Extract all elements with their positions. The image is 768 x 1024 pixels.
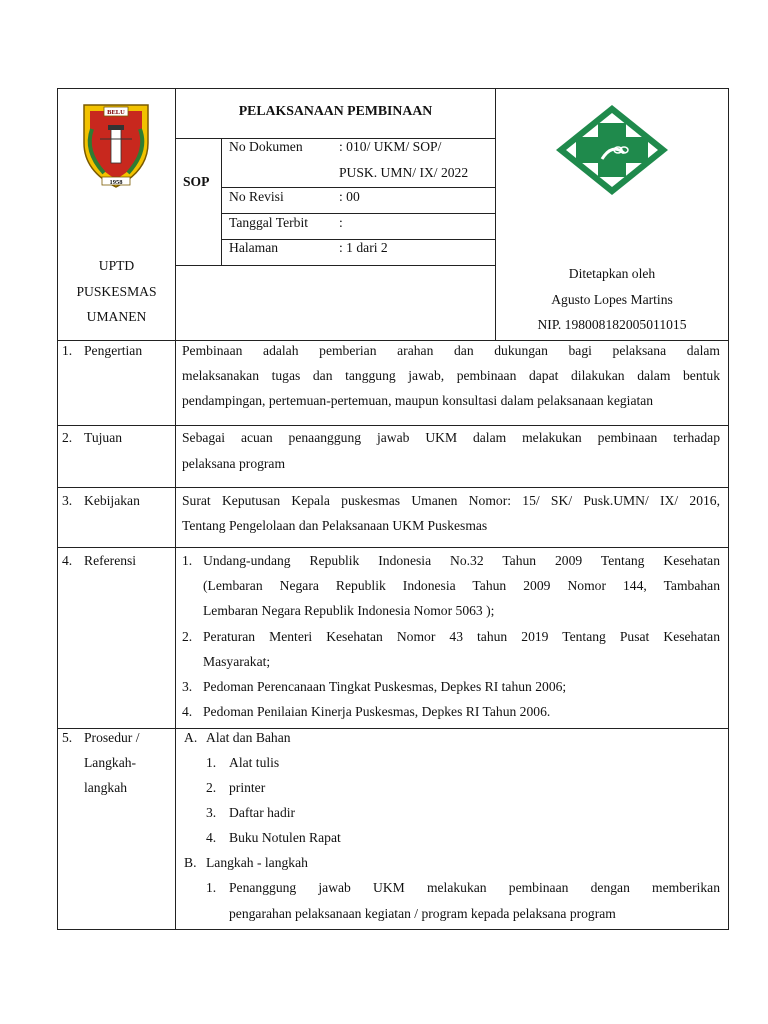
alat-item-2-number: 2. <box>206 780 217 795</box>
field-value-no-dokumen-line2: PUSK. UMN/ IX/ 2022 <box>339 165 469 180</box>
section-label-tujuan: Tujuan <box>84 430 123 445</box>
field-divider-1 <box>221 187 495 188</box>
referensi-item-4-number: 4. <box>182 704 193 719</box>
title-divider <box>175 138 495 139</box>
belu-emblem-logo <box>70 99 162 191</box>
table-border-bottom <box>57 929 729 930</box>
alat-item-1-text: Alat tulis <box>229 755 280 770</box>
tujuan-line-2: pelaksana program <box>182 456 286 471</box>
section-label-prosedur-line-2: Langkah- <box>84 755 137 770</box>
alat-item-4-number: 4. <box>206 830 217 845</box>
approval-name: Agusto Lopes Martins <box>551 292 673 307</box>
langkah-item-1-number: 1. <box>206 880 217 895</box>
table-border-right <box>728 88 729 930</box>
prosedur-a-title: Alat dan Bahan <box>206 730 291 745</box>
section-label-pengertian: Pengertian <box>84 343 143 358</box>
approval-nip: NIP. 198008182005011015 <box>537 317 687 332</box>
section-number-4: 4. <box>62 553 73 568</box>
referensi-item-3-line-1: Pedoman Perencanaan Tingkat Puskesmas, Depkes RI tahun 2006; <box>203 679 567 694</box>
field-value-no-revisi: : 00 <box>339 189 360 204</box>
table-border-left <box>57 88 58 930</box>
sop-label-divider <box>221 138 222 265</box>
referensi-item-1-line-2: (Lembaran Negara Republik Indonesia Tahun 2009 Nomor 144, Tambahan <box>203 578 720 593</box>
field-divider-2 <box>221 213 495 214</box>
alat-item-3-text: Daftar hadir <box>229 805 296 820</box>
langkah-item-1-line-1: Penanggung jawab UKM melakukan pembinaan dengan memberikan <box>229 880 720 895</box>
langkah-item-1-line-2: pengarahan pelaksanaan kegiatan / program kepada pelaksana program <box>229 906 616 921</box>
section-label-prosedur-line-3: langkah <box>84 780 128 795</box>
row-divider-1 <box>57 425 729 426</box>
referensi-item-3-number: 3. <box>182 679 193 694</box>
alat-item-4-text: Buku Notulen Rapat <box>229 830 341 845</box>
pengertian-line-2: melaksanakan tugas dan tanggung jawab, pembinaan dapat dilakukan dalam bentuk <box>182 368 720 383</box>
kebijakan-line-1: Surat Keputusan Kepala puskesmas Umanen Nomor: 15/ SK/ Pusk.UMN/ IX/ 2016, <box>182 493 720 508</box>
section-number-1: 1. <box>62 343 73 358</box>
org-name-line2: PUSKESMAS <box>76 284 157 299</box>
field-value-tanggal-terbit: : <box>339 215 343 230</box>
prosedur-b-title: Langkah - langkah <box>206 855 308 870</box>
tujuan-line-1: Sebagai acuan penaanggung jawab UKM dalam melakukan pembinaan terhadap <box>182 430 720 445</box>
referensi-item-1-line-1: Undang-undang Republik Indonesia No.32 Tahun 2009 Tentang Kesehatan <box>203 553 720 568</box>
field-value-halaman: : 1 dari 2 <box>339 240 388 255</box>
approval-label: Ditetapkan oleh <box>568 266 656 281</box>
field-value-no-dokumen: : 010/ UKM/ SOP/ <box>339 139 442 154</box>
sop-label: SOP <box>183 174 210 189</box>
kebijakan-line-2: Tentang Pengelolaan dan Pelaksanaan UKM Puskesmas <box>182 518 488 533</box>
referensi-item-2-line-2: Masyarakat; <box>203 654 271 669</box>
puskesmas-logo <box>554 103 670 197</box>
referensi-item-4-line-1: Pedoman Penilaian Kinerja Puskesmas, Depkes RI Tahun 2006. <box>203 704 551 719</box>
alat-item-2-text: printer <box>229 780 266 795</box>
prosedur-b-letter: B. <box>184 855 197 870</box>
section-label-referensi: Referensi <box>84 553 137 568</box>
prosedur-a-letter: A. <box>184 730 198 745</box>
section-label-kebijakan: Kebijakan <box>84 493 140 508</box>
org-name-line3: UMANEN <box>86 309 147 324</box>
referensi-item-1-number: 1. <box>182 553 193 568</box>
field-divider-4 <box>175 265 495 266</box>
field-label-no-revisi: No Revisi <box>229 189 284 204</box>
alat-item-1-number: 1. <box>206 755 217 770</box>
row-divider-4 <box>57 728 729 729</box>
field-label-tanggal-terbit: Tanggal Terbit <box>229 215 309 230</box>
section-number-2: 2. <box>62 430 73 445</box>
emblem-banner-text: BELU <box>107 109 125 116</box>
pengertian-line-3: pendampingan, pertemuan-pertemuan, maupun konsultasi dalam pelaksanaan kegiatan <box>182 393 654 408</box>
referensi-item-2-number: 2. <box>182 629 193 644</box>
row-divider-3 <box>57 547 729 548</box>
section-number-5: 5. <box>62 730 73 745</box>
section-label-prosedur-line-1: Prosedur / <box>84 730 140 745</box>
table-border-top <box>57 88 729 89</box>
field-label-no-dokumen: No Dokumen <box>229 139 303 154</box>
document-title: PELAKSANAAN PEMBINAAN <box>238 103 433 118</box>
pengertian-line-1: Pembinaan adalah pemberian arahan dan dukungan bagi pelaksana dalam <box>182 343 720 358</box>
alat-item-3-number: 3. <box>206 805 217 820</box>
emblem-year-text: 1958 <box>109 179 123 186</box>
row-divider-2 <box>57 487 729 488</box>
referensi-item-1-line-3: Lembaran Negara Republik Indonesia Nomor 5063 ); <box>203 603 495 618</box>
header-divider <box>57 340 729 341</box>
referensi-item-2-line-1: Peraturan Menteri Kesehatan Nomor 43 tahun 2019 Tentang Pusat Kesehatan <box>203 629 720 644</box>
label-column-divider <box>175 88 176 930</box>
field-label-halaman: Halaman <box>229 240 279 255</box>
section-number-3: 3. <box>62 493 73 508</box>
org-name-line1: UPTD <box>98 258 135 273</box>
